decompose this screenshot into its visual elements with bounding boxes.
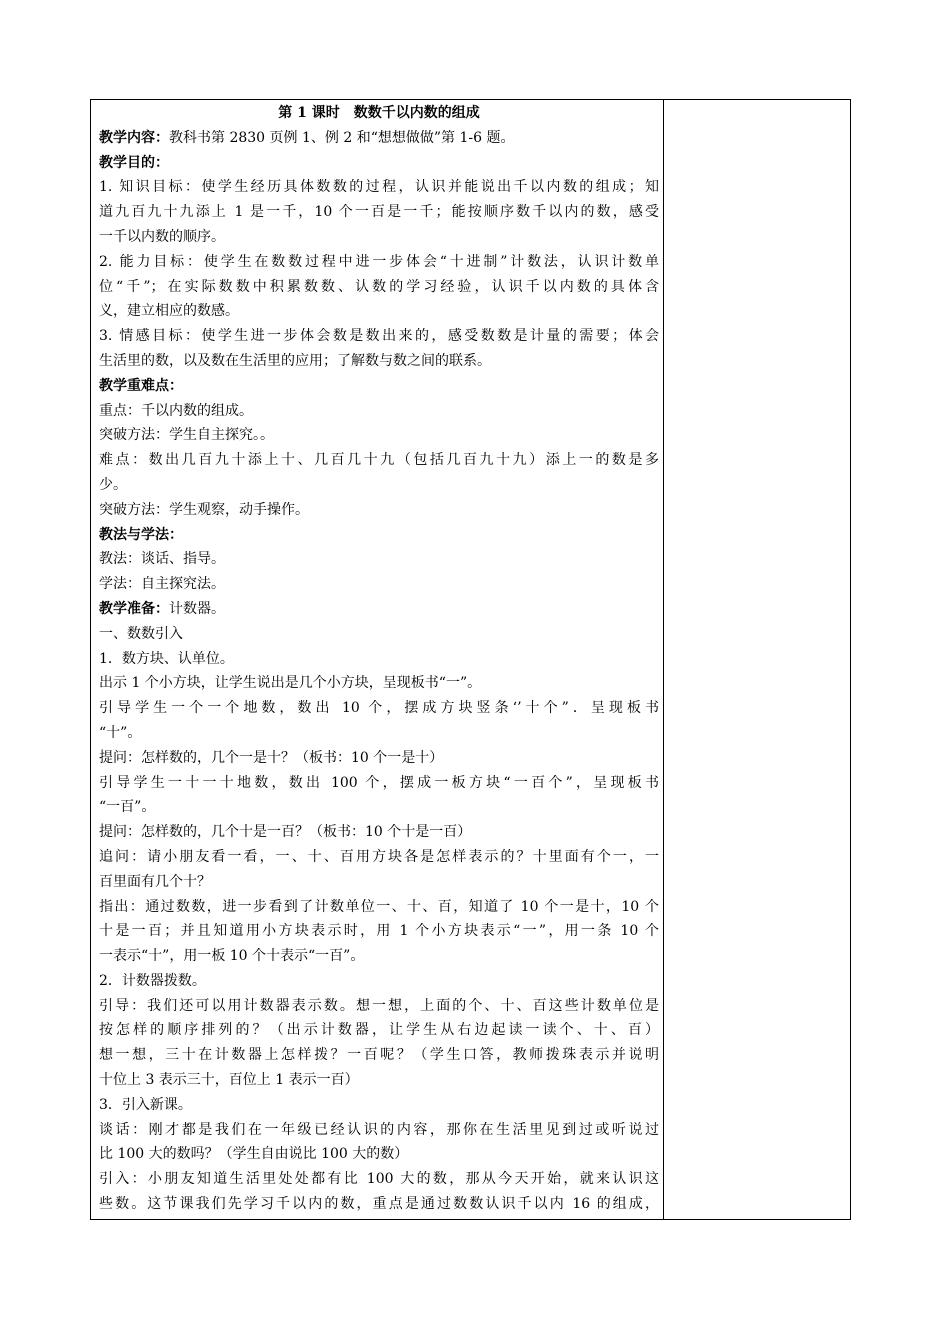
text-line — [99, 944, 659, 969]
line-text: 教科书第 2830 页例 1、例 2 和“想想做做”第 1-6 题。 — [169, 129, 515, 146]
text-line — [99, 448, 659, 473]
line-text: 提问：怎样数的，几个十是一百？（板书：10 个十是一百） — [99, 824, 472, 841]
table-column-divider — [663, 99, 664, 1220]
line-text: 2．计数器拨数。 — [99, 972, 206, 989]
text-line — [99, 746, 659, 771]
line-text: 出示 1 个小方块，让学生说出是几个小方块，呈现板书“一”。 — [99, 675, 482, 692]
line-text: 谈话：刚才都是我们在一年级已经认识的内容，那你在生活里见到过或听说过 — [99, 1121, 659, 1138]
text-line — [99, 1043, 659, 1068]
line-text: 引导：我们还可以用计数器表示数。想一想，上面的个、十、百这些计数单位是 — [99, 997, 659, 1014]
line-text: 一表示“十”，用一板 10 个十表示“一百”。 — [99, 948, 365, 965]
text-line — [99, 473, 659, 498]
text-line — [99, 870, 659, 895]
text-line — [99, 994, 659, 1019]
section-heading-line — [99, 151, 659, 176]
line-text: 比 100 大的数吗？（学生自由说比 100 大的数） — [99, 1146, 409, 1163]
text-line — [99, 275, 659, 300]
text-line — [99, 895, 659, 920]
section-label: 教学准备： — [99, 600, 169, 617]
text-line — [99, 572, 659, 597]
text-line — [99, 845, 659, 870]
line-text: 2. 能力目标：使学生在数数过程中进一步体会“十进制”计数法，认识计数单 — [99, 253, 659, 270]
text-line — [99, 324, 659, 349]
text-line — [99, 795, 659, 820]
line-text: 指出：通过数数，进一步看到了计数单位一、十、百，知道了 10 个一是十，10 个 — [99, 898, 659, 915]
section-heading-line — [99, 126, 659, 151]
line-text: 1．数方块、认单位。 — [99, 650, 234, 667]
lesson-title: 第 1 课时 数数千以内数的组成 — [278, 105, 480, 121]
text-line — [99, 919, 659, 944]
section-heading-line — [99, 523, 659, 548]
line-text: 义，建立相应的数感。 — [99, 303, 239, 320]
section-label: 教学目的： — [99, 154, 169, 171]
text-line — [99, 820, 659, 845]
line-text: 重点：千以内数的组成。 — [99, 402, 253, 419]
text-line — [99, 1018, 659, 1043]
line-text: “十”。 — [99, 724, 142, 741]
line-text: 计数器。 — [169, 600, 225, 617]
line-text: 一、数数引入 — [99, 625, 183, 642]
section-label: 教学重难点： — [99, 377, 183, 394]
lesson-body — [99, 126, 659, 1217]
line-text: 十位上 3 表示三十，百位上 1 表示一百） — [99, 1072, 359, 1089]
text-line — [99, 647, 659, 672]
line-text: 按怎样的顺序排列的？（出示计数器，让学生从右边起读一读个、十、百） — [99, 1022, 659, 1039]
line-text: 道九百九十九添上 1 是一千，10 个一百是一千；能按顺序数千以内的数，感受 — [99, 204, 659, 221]
text-line — [99, 1118, 659, 1143]
text-line — [99, 349, 659, 374]
text-line — [99, 250, 659, 275]
line-text: “一百”。 — [99, 799, 156, 816]
line-text: 学法：自主探究法。 — [99, 576, 225, 593]
text-line — [99, 299, 659, 324]
text-line — [99, 547, 659, 572]
text-line — [99, 721, 659, 746]
text-line — [99, 1093, 659, 1118]
text-line — [99, 969, 659, 994]
text-line — [99, 1068, 659, 1093]
lesson-content — [99, 101, 659, 1217]
section-heading-line — [99, 597, 659, 622]
line-text: 突破方法：学生观察，动手操作。 — [99, 501, 309, 518]
section-label: 教学内容： — [99, 129, 169, 146]
line-text: 百里面有几个十？ — [99, 873, 211, 890]
line-text: 3. 情感目标：使学生进一步体会数是数出来的，感受数数是计量的需要；体会 — [99, 328, 659, 345]
section-label: 教法与学法： — [99, 526, 183, 543]
line-text: 追问：请小朋友看一看，一、十、百用方块各是怎样表示的？十里面有个一，一 — [99, 848, 659, 865]
line-text: 难点：数出几百九十添上十、几百几十九（包括几百九十九）添上一的数是多 — [99, 452, 659, 469]
text-line — [99, 225, 659, 250]
text-line — [99, 696, 659, 721]
text-line — [99, 200, 659, 225]
line-text: 引导学生一十一十地数，数出 100 个，摆成一板方块“一百个”，呈现板书 — [99, 774, 659, 791]
text-line — [99, 771, 659, 796]
line-text: 引入：小朋友知道生活里处处都有比 100 大的数，那从今天开始，就来认识这 — [99, 1171, 659, 1188]
line-text: 一千以内数的顺序。 — [99, 228, 225, 245]
text-line — [99, 423, 659, 448]
line-text: 位“千”；在实际数数中积累数数、认数的学习经验，认识千以内数的具体含 — [99, 278, 659, 295]
line-text: 1. 知识目标：使学生经历具体数数的过程，认识并能说出千以内数的组成；知 — [99, 179, 659, 196]
line-text: 些数。这节课我们先学习千以内的数，重点是通过数数认识千以内 16 的组成， — [99, 1196, 659, 1213]
text-line — [99, 622, 659, 647]
text-line — [99, 175, 659, 200]
text-line — [99, 498, 659, 523]
line-text: 引导学生一个一个地数，数出 10 个，摆成方块竖条‘’十个”．呈现板书 — [99, 700, 659, 717]
line-text: 3．引入新课。 — [99, 1096, 192, 1113]
text-line — [99, 1167, 659, 1192]
line-text: 突破方法：学生自主探究。。 — [99, 427, 274, 444]
line-text: 十是一百；并且知道用小方块表示时，用 1 个小方块表示“一”，用一条 10 个 — [99, 923, 659, 940]
text-line — [99, 1142, 659, 1167]
line-text: 生活里的数，以及数在生活里的应用；了解数与数之间的联系。 — [99, 352, 491, 369]
text-line — [99, 671, 659, 696]
text-line — [99, 1192, 659, 1217]
line-text: 提问：怎样数的，几个一是十？（板书：10 个一是十） — [99, 749, 444, 766]
line-text: 少。 — [99, 476, 127, 493]
text-line — [99, 399, 659, 424]
line-text: 想一想，三十在计数器上怎样拨？一百呢？（学生口答，教师拨珠表示并说明 — [99, 1047, 659, 1064]
line-text: 教法：谈话、指导。 — [99, 551, 225, 568]
section-heading-line — [99, 374, 659, 399]
